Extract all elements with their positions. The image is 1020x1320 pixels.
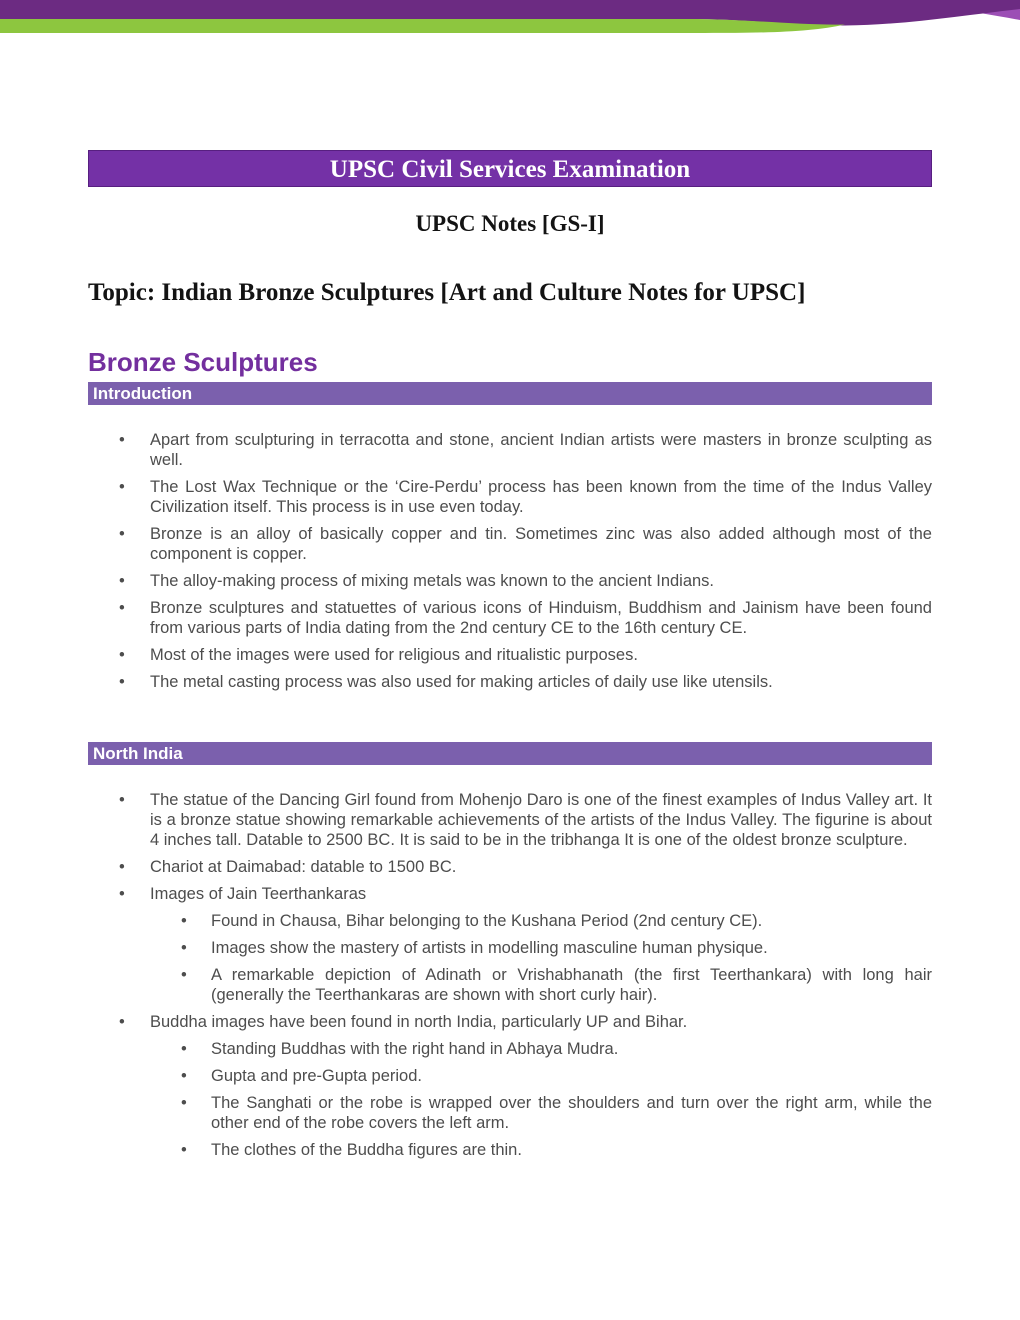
sub-bullet-item xyxy=(88,965,932,1005)
bullet-marker: • xyxy=(119,791,125,809)
bullet-text: Most of the images were used for religious and ritualistic purposes. xyxy=(150,646,638,664)
bullet-text: The statue of the Dancing Girl found from Mohenjo Daro is one of the finest examples of Indus Valley art. It is a bronze statue showing remarkable achievements of the artists of the Indus Valley. The figurine is about 4 inches tall. Datable to 2500 BC. It is said to be in the tribhanga It is one of the oldest bronze sculpture. xyxy=(150,791,932,849)
bullet-text: Bronze sculptures and statuettes of various icons of Hinduism, Buddhism and Jainism have been found from various parts of India dating from the 2nd century CE to the 16th century CE. xyxy=(150,599,932,637)
bullet-text: Images show the mastery of artists in modelling masculine human physique. xyxy=(211,939,768,957)
bullet-marker: • xyxy=(181,912,187,930)
bullet-marker: • xyxy=(119,431,125,449)
bullet-marker: • xyxy=(119,478,125,496)
bullet-marker: • xyxy=(181,1067,187,1085)
bullet-marker: • xyxy=(119,858,125,876)
bullet-text: The metal casting process was also used for making articles of daily use like utensils. xyxy=(150,673,773,691)
title-banner-text: UPSC Civil Services Examination xyxy=(329,156,691,183)
bullet-item xyxy=(88,857,932,877)
bullet-text: The clothes of the Buddha figures are thin. xyxy=(211,1141,522,1159)
page-content xyxy=(88,0,932,1167)
page-heading: Bronze Sculptures xyxy=(88,347,318,377)
bullet-item xyxy=(88,672,932,692)
bullet-marker: • xyxy=(119,885,125,903)
bullet-item xyxy=(88,571,932,591)
sub-bullet-item xyxy=(88,1039,932,1059)
bullet-marker: • xyxy=(181,939,187,957)
bullet-text: Found in Chausa, Bihar belonging to the Kushana Period (2nd century CE). xyxy=(211,912,763,930)
bullet-list xyxy=(88,430,932,692)
bullet-marker: • xyxy=(181,1040,187,1058)
notes-subtitle: UPSC Notes [GS-I] xyxy=(415,211,605,236)
bullet-text: Gupta and pre-Gupta period. xyxy=(211,1067,422,1085)
bullet-list xyxy=(88,790,932,1160)
bullet-marker: • xyxy=(181,1141,187,1159)
section-bar-north-india: North India xyxy=(88,742,932,765)
sub-bullet-item xyxy=(88,938,932,958)
section-bar-introduction: Introduction xyxy=(88,382,932,405)
sub-bullet-item xyxy=(88,1066,932,1086)
bullet-item xyxy=(88,1012,932,1032)
bullet-text: Buddha images have been found in north India, particularly UP and Bihar. xyxy=(150,1013,688,1031)
bullet-text: A remarkable depiction of Adinath or Vrishabhanath (the first Teerthankara) with long hair (generally the Teerthankaras are shown with short curly hair). xyxy=(211,966,932,1004)
bullet-text: Chariot at Daimabad: datable to 1500 BC. xyxy=(150,858,457,876)
bullet-marker: • xyxy=(181,966,187,984)
bullet-item xyxy=(88,884,932,904)
bullet-item xyxy=(88,598,932,638)
bullet-text: Apart from sculpturing in terracotta and stone, ancient Indian artists were masters in bronze sculpting as well. xyxy=(150,431,932,469)
bullet-marker: • xyxy=(119,572,125,590)
bullet-marker: • xyxy=(119,646,125,664)
bullet-text: Standing Buddhas with the right hand in Abhaya Mudra. xyxy=(211,1040,619,1058)
bullet-text: The Lost Wax Technique or the ‘Cire-Perdu’ process has been known from the time of the Indus Valley Civilization itself. This process is in use even today. xyxy=(150,478,932,516)
topic-heading: Topic: Indian Bronze Sculptures [Art and Culture Notes for UPSC] xyxy=(88,279,806,306)
bullet-marker: • xyxy=(119,525,125,543)
bullet-item xyxy=(88,790,932,850)
sub-bullet-item xyxy=(88,911,932,931)
bullet-text: Bronze is an alloy of basically copper and tin. Sometimes zinc was also added although most of the component is copper. xyxy=(150,525,932,563)
bullet-marker: • xyxy=(119,1013,125,1031)
bullet-item xyxy=(88,645,932,665)
sub-bullet-item xyxy=(88,1140,932,1160)
bullet-marker: • xyxy=(181,1094,187,1112)
sub-bullet-item xyxy=(88,1093,932,1133)
sections-container xyxy=(88,382,932,1160)
bullet-item xyxy=(88,477,932,517)
title-banner xyxy=(88,150,932,187)
bullet-marker: • xyxy=(119,599,125,617)
bullet-text: The Sanghati or the robe is wrapped over the shoulders and turn over the right arm, while the other end of the robe covers the left arm. xyxy=(211,1094,932,1132)
bullet-item xyxy=(88,524,932,564)
bullet-marker: • xyxy=(119,673,125,691)
bullet-text: The alloy-making process of mixing metals was known to the ancient Indians. xyxy=(150,572,715,590)
bullet-text: Images of Jain Teerthankaras xyxy=(150,885,367,903)
bullet-item xyxy=(88,430,932,470)
